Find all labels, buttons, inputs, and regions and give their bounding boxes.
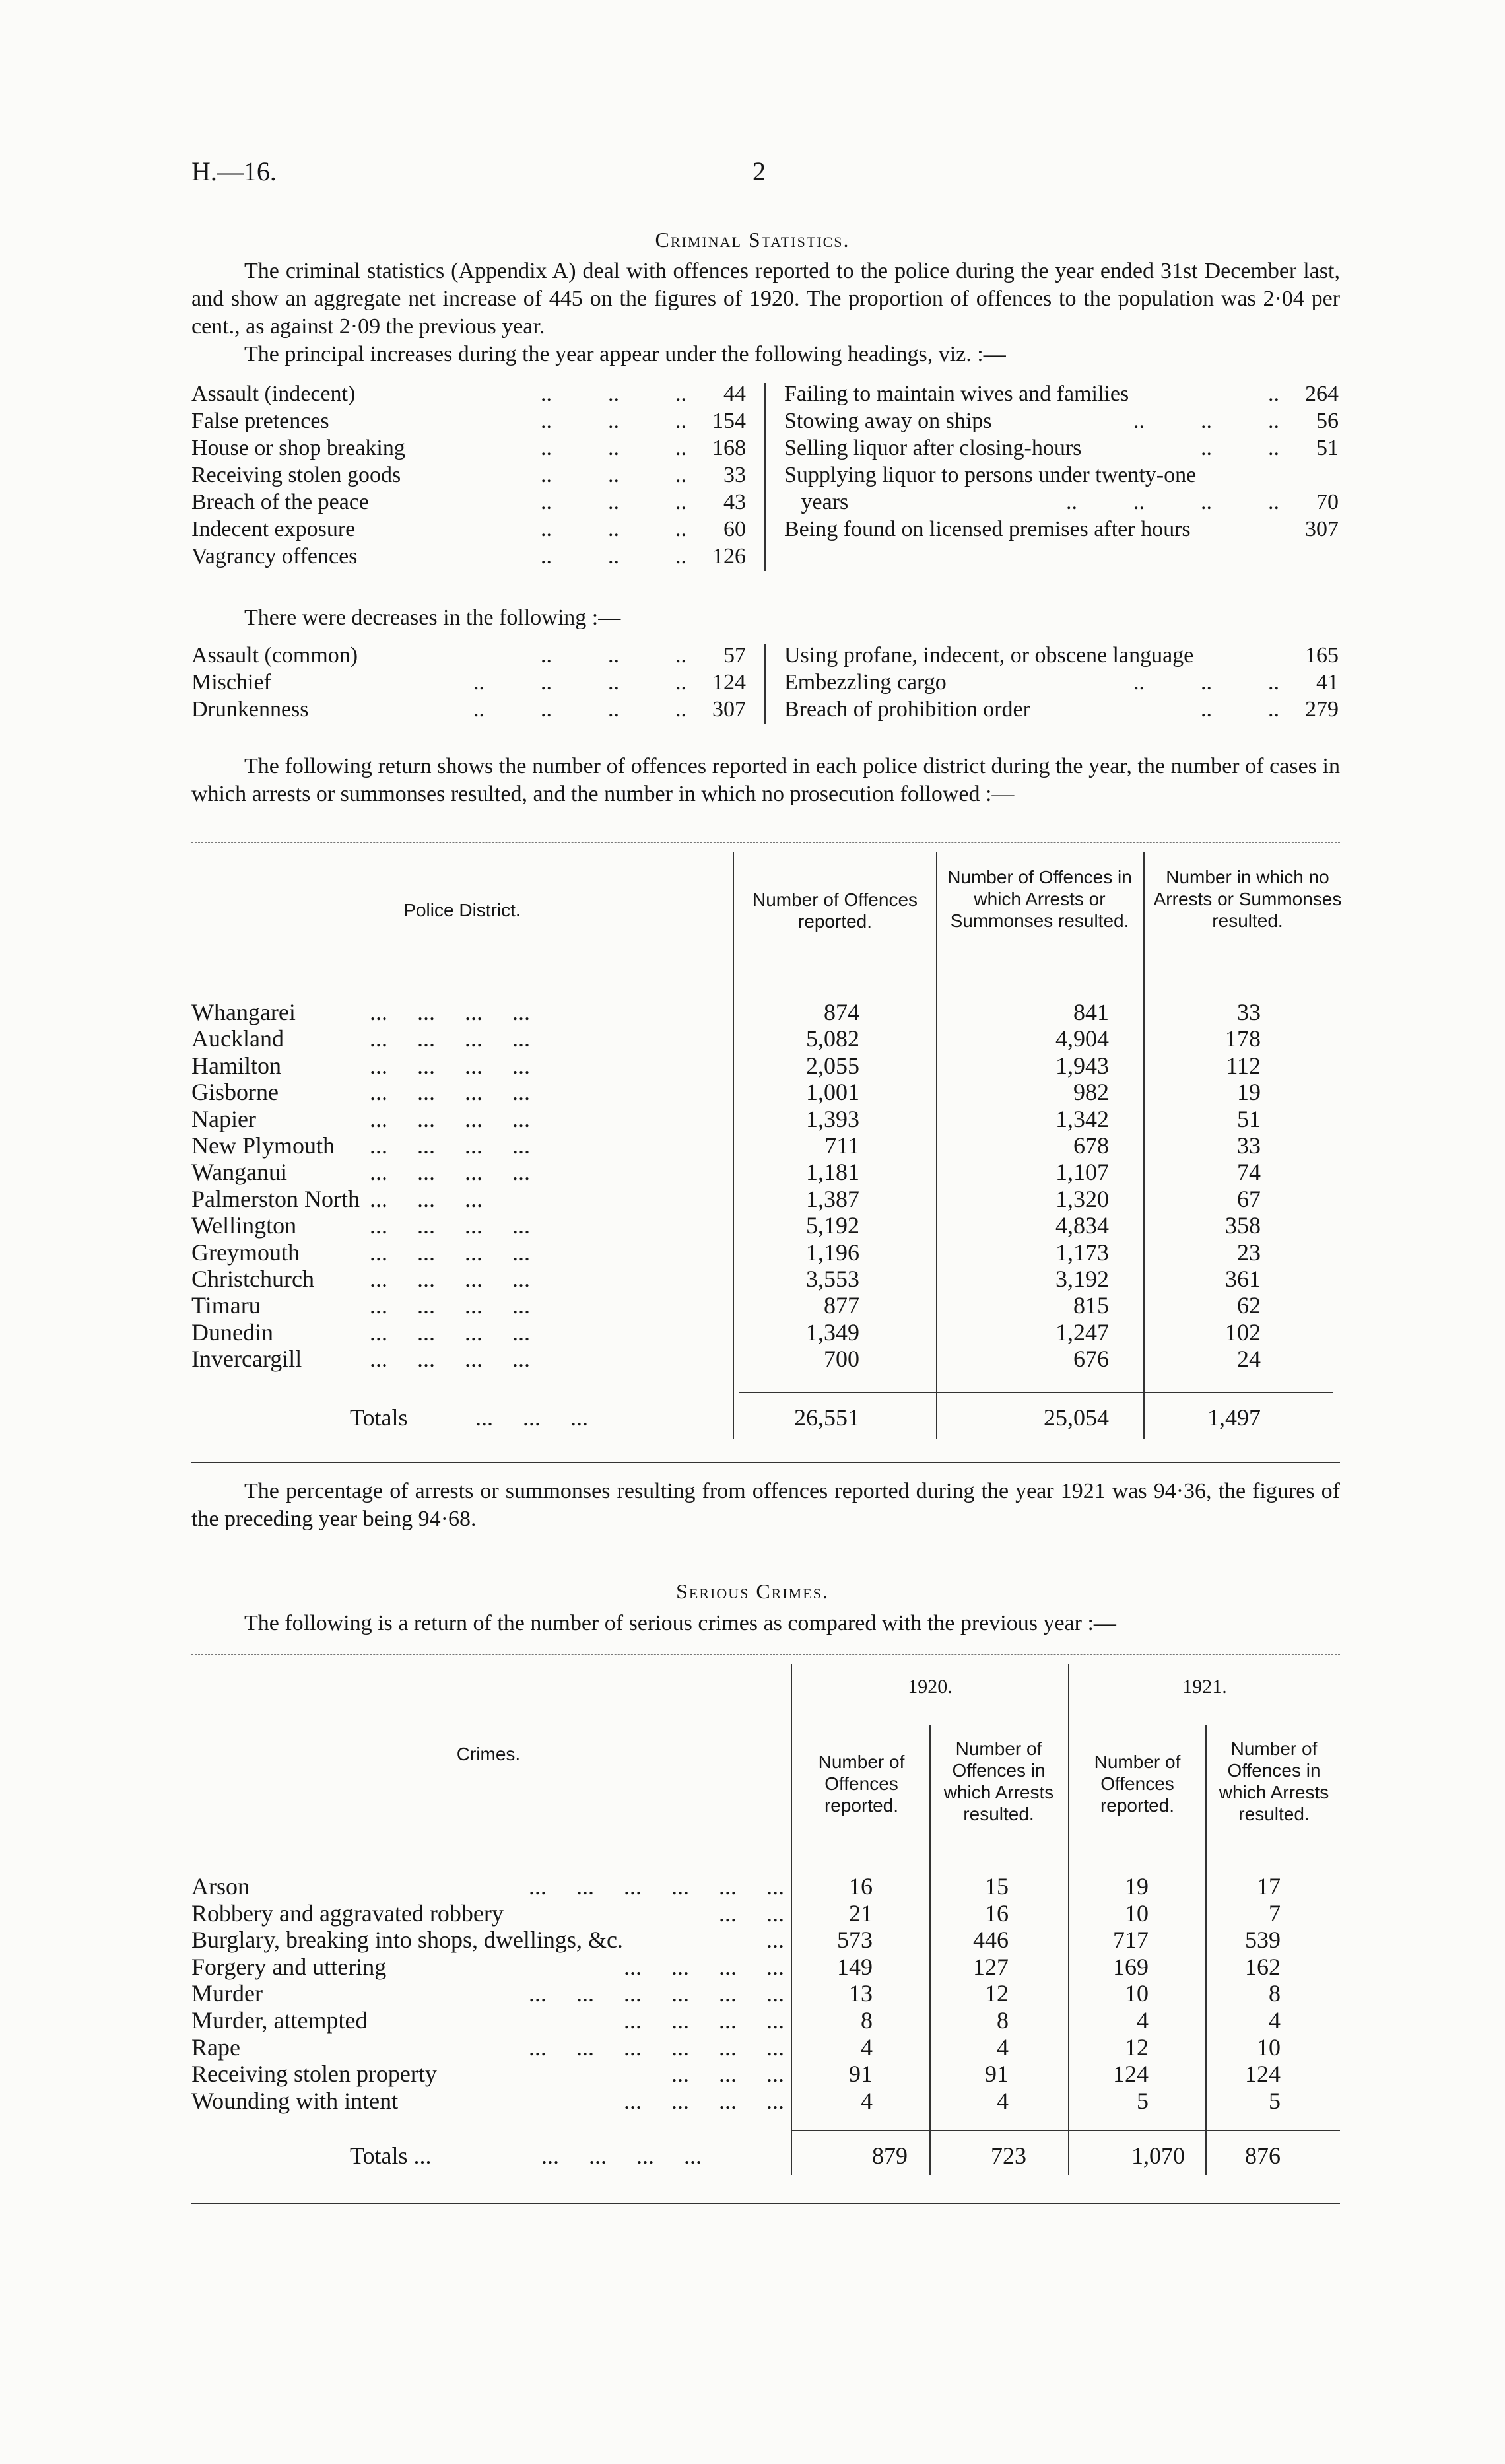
leader-dots: .. .. [1201, 697, 1279, 722]
no-arrests: 33 [1237, 1132, 1261, 1159]
item-label: years [784, 490, 849, 514]
item-count: 57 [723, 643, 746, 667]
leader-dots: ... ... ... ... [370, 1318, 530, 1346]
leader-dots: ... ... ... ... [370, 1052, 530, 1079]
arrests-1920: 91 [985, 2061, 1009, 2088]
table-row [0, 1979, 1505, 2006]
table-row [0, 2060, 1505, 2086]
item-count: 168 [712, 436, 746, 460]
leader-dots: ... ... ... ... ... ... [529, 1980, 784, 2007]
no-arrests: 67 [1237, 1185, 1261, 1212]
district-name: Gisborne [191, 1079, 279, 1106]
table-row [0, 1926, 1505, 1952]
arrests-resulted: 1,247 [1055, 1318, 1109, 1346]
district-name: Greymouth [191, 1239, 300, 1266]
crime-name: Receiving stolen property [191, 2061, 437, 2088]
arrests-1921: 10 [1257, 2034, 1281, 2061]
header-year-1921: 1921. [1182, 1676, 1227, 1697]
crime-name: Arson [191, 1873, 250, 1899]
reported-1920: 4 [861, 2087, 873, 2114]
arrests-resulted: 4,834 [1055, 1212, 1109, 1239]
offences-reported: 1,387 [806, 1185, 859, 1212]
no-arrests: 23 [1237, 1239, 1261, 1266]
item-label: Breach of prohibition order [784, 697, 1030, 722]
item-count: 51 [1316, 436, 1339, 460]
totals-row: Totals ... ... ... 26,551 25,054 1,497 [350, 1404, 1261, 1431]
offences-reported: 5,082 [806, 1025, 859, 1052]
reported-1921: 5 [1137, 2087, 1149, 2114]
reported-1921: 12 [1125, 2034, 1149, 2061]
district-name: Whangarei [191, 999, 296, 1025]
offences-reported: 711 [824, 1132, 859, 1159]
arrests-resulted: 3,192 [1055, 1266, 1109, 1292]
offences-reported: 3,553 [806, 1266, 859, 1292]
arrests-1921: 7 [1269, 1899, 1281, 1927]
leader-dots: .. .. .. [541, 517, 686, 541]
crime-name: Murder, attempted [191, 2007, 368, 2034]
percentage-note: The percentage of arrests or summonses resulting from offences reported during the year 1921 was 94·36, the figures of the preceding year being 94·68. [191, 1479, 1340, 1531]
reported-1920: 13 [849, 1980, 873, 2007]
table-row [0, 2087, 1505, 2113]
district-name: Hamilton [191, 1052, 281, 1079]
leader-dots: .. .. .. [541, 643, 686, 667]
increases-intro: The principal increases during the year appear under the following headings, viz. :— [244, 342, 1006, 366]
reported-1920: 149 [837, 1953, 873, 1980]
item-label: Vagrancy offences [191, 544, 358, 568]
leader-dots: .. .. .. [541, 463, 686, 487]
arrests-resulted: 1,173 [1055, 1239, 1109, 1266]
leader-dots: .. .. .. [541, 436, 686, 460]
totals-rule [792, 2130, 1340, 2131]
item-label: Breach of the peace [191, 490, 369, 514]
crime-name: Burglary, breaking into shops, dwellings, &c. [191, 1927, 623, 1954]
item-label: Assault (common) [191, 643, 358, 667]
total-1921-reported: 1,070 [1131, 2142, 1185, 2169]
district-name: Christchurch [191, 1266, 314, 1292]
offences-reported: 2,055 [806, 1052, 859, 1079]
leader-dots: ... ... ... ... [370, 1025, 530, 1052]
item-count: 43 [723, 490, 746, 514]
offences-reported: 5,192 [806, 1212, 859, 1239]
arrests-resulted: 1,943 [1055, 1052, 1109, 1079]
offences-reported: 1,196 [806, 1239, 859, 1266]
district-name: Wanganui [191, 1159, 288, 1186]
arrests-resulted: 841 [1073, 999, 1109, 1025]
item-label: Mischief [191, 670, 271, 695]
table-rule [191, 1654, 1340, 1655]
reported-1921: 10 [1125, 1980, 1149, 2007]
arrests-1920: 446 [973, 1927, 1009, 1954]
arrests-resulted: 815 [1073, 1292, 1109, 1319]
offences-reported: 877 [824, 1292, 859, 1319]
reported-1920: 16 [849, 1873, 873, 1899]
criminal-intro: The criminal statistics (Appendix A) deal with offences reported to the police during the year ended 31st December last, and show an aggregate net increase of 445 on the figures of 1920. The proportion of offences to the population was 2·04 per cent., as against 2·09 the previous year. The principal increases during the year appear under the following headings, viz. :— [191, 257, 1340, 368]
leader-dots: ... ... ... ... [370, 1079, 530, 1106]
leader-dots: ... ... ... ... [370, 999, 530, 1025]
district-name: Invercargill [191, 1346, 302, 1373]
item-label: Receiving stolen goods [191, 463, 401, 487]
item-count: 56 [1316, 409, 1339, 433]
no-arrests: 102 [1225, 1318, 1261, 1346]
reported-1920: 573 [837, 1927, 873, 1954]
offences-reported: 1,181 [806, 1159, 859, 1186]
arrests-1920: 4 [997, 2087, 1009, 2114]
leader-dots: ... ... ... ... [370, 1132, 530, 1159]
item-label: Using profane, indecent, or obscene language [784, 643, 1194, 667]
total-1920-arrests: 723 [991, 2142, 1026, 2169]
leader-dots: ... ... ... ... ... ... [529, 1873, 784, 1899]
leader-dots: .. .. .. .. [473, 670, 686, 695]
header-1920-arrests: Number of Offences in which Arrests resulted. [943, 1738, 1054, 1824]
arrests-1920: 16 [985, 1899, 1009, 1927]
crime-name: Murder [191, 1980, 263, 2007]
no-arrests: 33 [1237, 999, 1261, 1025]
item-count: 279 [1305, 697, 1339, 722]
total-none: 1,497 [1207, 1404, 1261, 1431]
header-1921-reported: Number of Offences reported. [1094, 1752, 1181, 1816]
leader-dots: ... ... ... ... [370, 1239, 530, 1266]
leader-dots: ... ... ... ... [624, 1953, 784, 1980]
no-arrests: 361 [1225, 1266, 1261, 1292]
leader-dots: .. .. .. [541, 544, 686, 568]
offences-reported: 1,349 [806, 1318, 859, 1346]
leader-dots: .. .. [1201, 436, 1279, 460]
leader-dots: .. [1268, 382, 1279, 406]
leader-dots: .. .. .. [541, 409, 686, 433]
leader-dots: .. .. .. .. [1066, 490, 1279, 514]
item-count: 154 [712, 409, 746, 433]
header-crimes: Crimes. [456, 1744, 521, 1764]
header-arrests-resulted: Number of Offences in which Arrests or Summonses resulted. [947, 867, 1132, 931]
crime-name: Wounding with intent [191, 2087, 399, 2114]
arrests-1921: 539 [1245, 1927, 1281, 1954]
reported-1921: 717 [1113, 1927, 1149, 1954]
item-label: Being found on licensed premises after hours [784, 517, 1191, 541]
arrests-1921: 17 [1257, 1873, 1281, 1899]
district-name: Wellington [191, 1212, 297, 1239]
serious-totals-row: Totals ... ... ... ... ... 879 723 1,070 876 [350, 2142, 1281, 2169]
decreases-intro: There were decreases in the following :— [244, 605, 621, 630]
offences-reported: 1,393 [806, 1105, 859, 1132]
reported-1921: 19 [1125, 1873, 1149, 1899]
crime-name: Rape [191, 2034, 240, 2061]
leader-dots: ... ... ... ... ... ... [529, 2034, 784, 2061]
district-name: Auckland [191, 1025, 284, 1052]
leader-dots: ... ... ... ... [370, 1105, 530, 1132]
arrests-1920: 8 [997, 2007, 1009, 2034]
header-police-district: Police District. [403, 900, 521, 920]
reported-1921: 124 [1113, 2061, 1149, 2088]
table-row [0, 2034, 1505, 2060]
table-row [0, 1899, 1505, 1926]
leader-dots: ... ... ... [370, 1185, 483, 1212]
no-arrests: 62 [1237, 1292, 1261, 1319]
arrests-resulted: 676 [1073, 1346, 1109, 1373]
table-row [0, 2006, 1505, 2033]
table-row [0, 1953, 1505, 1979]
no-arrests: 74 [1237, 1159, 1261, 1186]
reported-1921: 4 [1137, 2007, 1149, 2034]
no-arrests: 112 [1226, 1052, 1261, 1079]
leader-dots: ... ... ... [671, 2061, 784, 2088]
offences-reported: 700 [824, 1346, 859, 1373]
arrests-resulted: 1,320 [1055, 1185, 1109, 1212]
reported-1920: 8 [861, 2007, 873, 2034]
leader-dots: .. .. .. [541, 382, 686, 406]
item-count: 264 [1305, 382, 1339, 406]
leader-dots: ... ... ... ... [370, 1212, 530, 1239]
leader-dots: .. .. .. [1133, 670, 1279, 695]
no-arrests: 19 [1237, 1079, 1261, 1106]
header-year-1920: 1920. [908, 1676, 953, 1697]
no-arrests: 358 [1225, 1212, 1261, 1239]
item-count: 41 [1316, 670, 1339, 695]
section-title-criminal-statistics: Criminal Statistics. [655, 228, 850, 252]
table-row [0, 1872, 1505, 1899]
item-count: 44 [723, 382, 746, 406]
leader-dots: .. .. .. .. [473, 697, 686, 722]
arrests-1921: 4 [1269, 2007, 1281, 2034]
arrests-1920: 12 [985, 1980, 1009, 2007]
header-no-arrests: Number in which no Arrests or Summonses resulted. [1153, 867, 1342, 931]
reported-1920: 91 [849, 2061, 873, 2088]
reported-1920: 21 [849, 1899, 873, 1927]
arrests-resulted: 678 [1073, 1132, 1109, 1159]
no-arrests: 24 [1237, 1346, 1261, 1373]
arrests-1920: 127 [973, 1953, 1009, 1980]
item-label: Embezzling cargo [784, 670, 947, 695]
no-arrests: 51 [1237, 1105, 1261, 1132]
header-1921-arrests: Number of Offences in which Arrests resulted. [1219, 1738, 1329, 1824]
arrests-1920: 4 [997, 2034, 1009, 2061]
reported-1921: 169 [1113, 1953, 1149, 1980]
arrests-resulted: 1,107 [1055, 1159, 1109, 1186]
offences-reported: 1,001 [806, 1079, 859, 1106]
leader-dots: ... ... [719, 1899, 784, 1927]
leader-dots: ... [766, 1927, 784, 1954]
district-name: Timaru [191, 1292, 261, 1319]
item-label: False pretences [191, 409, 329, 433]
item-label: Supplying liquor to persons under twenty-one [784, 463, 1197, 487]
reported-1920: 4 [861, 2034, 873, 2061]
arrests-resulted: 982 [1073, 1079, 1109, 1106]
report-reference: H.—16. [191, 156, 277, 186]
no-arrests: 178 [1225, 1025, 1261, 1052]
arrests-resulted: 4,904 [1055, 1025, 1109, 1052]
crime-name: Forgery and uttering [191, 1953, 387, 1980]
district-name: New Plymouth [191, 1132, 335, 1159]
leader-dots: ... ... ... ... [370, 1159, 530, 1186]
section-title-serious-crimes: Serious Crimes. [676, 1579, 829, 1603]
leader-dots: ... ... ... ... [370, 1292, 530, 1319]
crime-name: Robbery and aggravated robbery [191, 1899, 504, 1927]
item-label: Failing to maintain wives and families [784, 382, 1129, 406]
item-label: Indecent exposure [191, 517, 356, 541]
district-name: Palmerston North [191, 1185, 360, 1212]
leader-dots: ... ... ... ... [370, 1266, 530, 1292]
page-number: 2 [752, 156, 766, 186]
leader-dots: .. .. .. [1133, 409, 1279, 433]
return-intro: The following return shows the number of offences reported in each police district during the year, the number of cases in which arrests or summonses resulted, and the number in which no prosecution followed :— [191, 754, 1340, 806]
item-count: 307 [712, 697, 746, 722]
arrests-resulted: 1,342 [1055, 1105, 1109, 1132]
arrests-1921: 162 [1245, 1953, 1281, 1980]
district-name: Napier [191, 1105, 256, 1132]
leader-dots: ... ... ... ... [624, 2007, 784, 2034]
item-count: 124 [712, 670, 746, 695]
header-offences-reported: Number of Offences reported. [752, 889, 918, 932]
item-count: 165 [1305, 643, 1339, 667]
leader-dots: ... ... ... ... [370, 1346, 530, 1373]
item-label: Stowing away on ships [784, 409, 992, 433]
arrests-1921: 8 [1269, 1980, 1281, 2007]
reported-1921: 10 [1125, 1899, 1149, 1927]
item-label: Selling liquor after closing-hours [784, 436, 1082, 460]
serious-intro: The following is a return of the number of serious crimes as compared with the previous year :— [244, 1611, 1116, 1635]
item-count: 33 [723, 463, 746, 487]
leader-dots: .. .. .. [541, 490, 686, 514]
item-count: 126 [712, 544, 746, 568]
total-reported: 26,551 [794, 1404, 859, 1431]
item-count: 70 [1316, 490, 1339, 514]
total-arrests: 25,054 [1044, 1404, 1109, 1431]
leader-dots: ... ... ... ... [624, 2087, 784, 2114]
item-count: 60 [723, 517, 746, 541]
arrests-1921: 5 [1269, 2087, 1281, 2114]
total-1921-arrests: 876 [1245, 2142, 1281, 2169]
item-label: Assault (indecent) [191, 382, 356, 406]
arrests-1921: 124 [1245, 2061, 1281, 2088]
offences-reported: 874 [824, 999, 859, 1025]
total-1920-reported: 879 [872, 2142, 908, 2169]
table-rule [191, 2203, 1340, 2204]
header-1920-reported: Number of Offences reported. [818, 1752, 905, 1816]
item-count: 307 [1305, 517, 1339, 541]
item-label: Drunkenness [191, 697, 309, 722]
arrests-1920: 15 [985, 1873, 1009, 1899]
district-name: Dunedin [191, 1318, 273, 1346]
item-label: House or shop breaking [191, 436, 405, 460]
